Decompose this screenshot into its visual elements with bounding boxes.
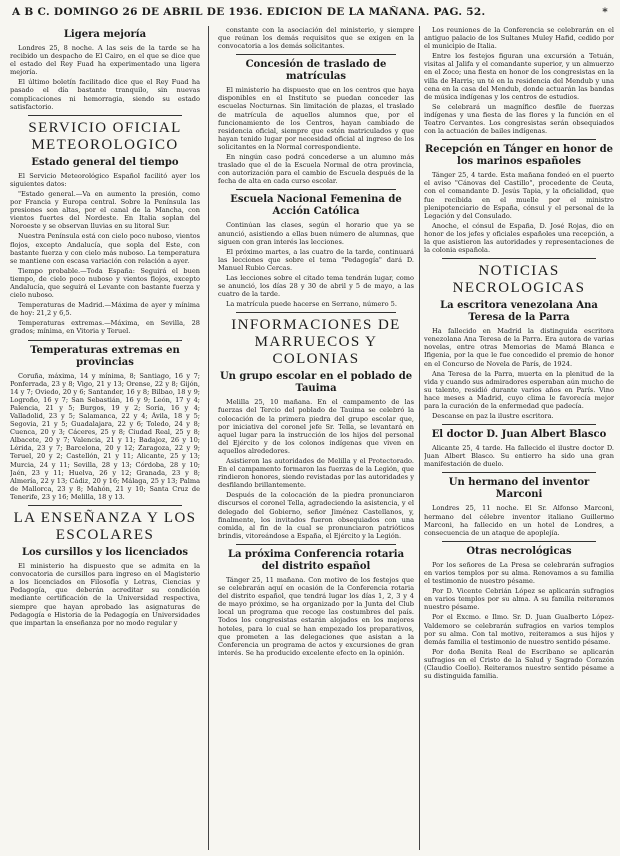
headline-accion-catolica: Escuela Nacional Femenina de Acción Católica (230, 194, 402, 218)
article-paragraph: Tánger 25, 4 tarde. Esta mañana fondeó en el puerto el aviso "Cánovas del Castillo", procedente de Ceuta, con el comandante D. Jesús Tapia, y la oficialidad, que fue recibida en el muelle por el ministro plenipotenciario de España, cónsul y el personal de la Legación y del Consulado. (424, 171, 614, 220)
article-paragraph: El próximo martes, a las cuatro de la tarde, continuará las lecciones que sobre el tema "Pedagogía" dará D. Manuel Rubio Cercas. (218, 247, 414, 272)
article-paragraph: Ana Teresa de la Parra, muerta en la plenitud de la vida y cuando sus admiradores esperaban aún mucho de su talento, residió durante varios años en París. Vino hace meses a Madrid, cuyo clima le favorecía mejor para la curación de la enfermedad que padecía. (424, 369, 614, 410)
article-paragraph: constante con la asociación del ministerio, y siempre que reúnan los demás requisitos que se exigen en la convocatoria a los demás solicitantes. (218, 26, 414, 51)
divider (28, 340, 182, 341)
headline-traslado-matriculas: Concesión de traslado de matrículas (245, 59, 387, 83)
article-paragraph: Las lecciones sobre el citado tema tendrán lugar, como se anunció, los días 28 y 30 de abril y 5 de mayo, a las cuatro de la tarde. (218, 273, 414, 299)
article-paragraph: Por el Excmo. e Ilmo. Sr. D. Juan Gualberto López-Valdemoro se celebrarán sufragios en varios templos por su alma. Con tal motivo, reiteramos a sus hijos y demás familia el testimonio de nuestro sentido pésame. (424, 613, 614, 646)
article-paragraph: Por D. Vicente Cebrián López se aplicarán sufragios en varios templos por su alma. A su familia reiteramos nuestro pésame. (424, 587, 614, 612)
column-1 (10, 26, 200, 850)
article-paragraph: Asistieron las autoridades de Melilla y el Protectorado. En el campamento formaron las fuerzas de la Legión, que rindieron honores, siendo revistadas por las autoridades y desfilando brillantemente. (218, 457, 414, 490)
divider (28, 505, 182, 506)
masthead: A B C. DOMINGO 26 DE ABRIL DE 1936. EDICION DE LA MAÑANA. PAG. 52. (12, 6, 486, 18)
article-paragraph: El ministerio ha dispuesto que se admita en la convocatoria de cursillos para ingreso en el Magisterio a los licenciados en Filosofía y Letras, Ciencias y Pedagogía, que deberán acreditar su condición mediante certificación de la Universidad respectiva, siempre que hayan aprobado las asignaturas de Pedagogía e Historia de la Pedagogía en Universidades que impartan la enseñanza por no modo regular y (10, 562, 200, 627)
article-paragraph: Tiempo probable.—Toda España: Seguirá el buen tiempo, de cielo poco nuboso y vientos flojos, excepto Andalucía, que seguirá el Levante con bastante fuerza y cielo nuboso. (10, 266, 200, 300)
article-paragraph: Alicante 25, 4 tarde. Ha fallecido el ilustre doctor D. Juan Albert Blasco. Su entierro ha sido una gran manifestación de duelo. (424, 444, 614, 469)
headline-recepcion-tanger: Recepción en Tánger en honor de los marinos españoles (425, 144, 613, 168)
article-paragraph: Anoche, el cónsul de España, D. José Rojas, dio en honor de los jefes y oficiales españoles una recepción, a la que asistieron las autoridades y representaciones de la colonia española. (424, 221, 614, 255)
divider (442, 424, 596, 425)
article-paragraph: Temperaturas extremas.—Máxima, en Sevilla, 28 grados; mínima, en Vitoria y Teruel. (10, 319, 200, 336)
page-header (12, 6, 608, 26)
article-paragraph: Tánger 25, 11 mañana. Con motivo de los festejos que se celebrarán aquí en ocasión de la Conferencia rotaria del distrito español, que tendrá lugar los días 1, 2, 3 y 4 de mayo próximo, se ha organizado por la Junta del Club local un programa que recoge las costumbres del país. Todos los congresistas estarán alojados en los mejores hoteles, para lo cual se han empezado los preparativos, que prometen a las delegaciones que asistan a la Conferencia un programa de actos y excursiones de gran interés. Se ha producido excelente efecto en la opinión. (218, 575, 414, 657)
section-title-meteorologico: SERVICIO OFICIAL METEOROLOGICO (28, 119, 182, 153)
article-paragraph: Temperaturas de Madrid.—Máxima de ayer y mínima de hoy: 21,2 y 6,5. (10, 301, 200, 318)
divider (28, 115, 182, 116)
headline-albert-blasco: El doctor D. Juan Albert Blasco (431, 429, 607, 441)
article-paragraph: El último boletín facilitado dice que el Rey Fuad ha pasado el día bastante tranquilo, sin nuevas complicaciones ni hemorragia, siendo su estado satisfactorio. (10, 78, 200, 111)
article-paragraph: Melilla 25, 10 mañana. En el campamento de las fuerzas del Tercio del poblado de Tauima se celebró la colocación de la primera piedra del grupo escolar que, por iniciativa del coronel jefe Sr. Tella, se levantará en aquel lugar para la instrucción de los hijos del personal del Ejército y de los colonos indígenas que viven en aquellos alrededores. (218, 398, 414, 455)
article-paragraph: Nuestra Península está con cielo poco nuboso, vientos flojos, excepto Andalucía, que sopla del Este, con bastante fuerza y con cielo más nuboso. La temperatura se mantiene con escasa variación con relación a ayer. (10, 232, 200, 265)
article-paragraph: Descanse en paz la ilustre escritora. (432, 412, 554, 421)
article-paragraph: "Estado general.—Va en aumento la presión, como por Francia y Europa central. Sobre la Península las presiones son altas, por el canal de la Mancha, con vientos fuertes del Nordeste. En Italia soplan del Noroeste y se observan lluvias en su litoral Sur. (10, 189, 200, 231)
divider (442, 541, 596, 542)
section-title-ensenanza: LA ENSEÑANZA Y LOS ESCOLARES (13, 510, 197, 544)
article-paragraph: Se celebrará un magnífico desfile de fuerzas indígenas y una fiesta de las flores y la función en el Teatro Cervantes. Los congresistas serán obsequiados con la actuación de bailes indígenas. (424, 102, 614, 136)
headline-cursillos: Los cursillos y los licenciados (21, 547, 189, 559)
column-rule-left (208, 26, 209, 850)
article-paragraph: Los reuniones de la Conferencia se celebrarán en el antiguo palacio de los Sultanes Muley Hafid, cedido por el municipio de Italia. (424, 26, 614, 51)
article-paragraph: El ministerio ha dispuesto que en los centros que haya disponibles en el Instituto se puedan conceder las escuelas Nocturnas. Sin limitación de plazas, el traslado de matrícula de aquellos alumnos que, por el funcionamiento de los Centros, hayan cambiado de residencia oficial, siempre que estén matriculados y que hayan tenido lugar por necesidad oficial al ingreso de los solicitantes en la Normal correspondiente. (218, 86, 414, 151)
article-paragraph: Continúan las clases, según el horario que ya se anunció, asistiendo a ellas buen número de alumnas, que siguen con gran interés las lecciones. (218, 221, 414, 246)
divider (236, 312, 396, 313)
headline-temperaturas: Temperaturas extremas en provincias (30, 344, 180, 368)
headline-otras-necrologicas: Otras necrológicas (466, 545, 572, 557)
article-paragraph: Londres 25, 8 noche. A las seis de la tarde se ha recibido un despacho de El Cairo, en el que se dice que el estado del Rey Fuad ha experimentado una ligera mejoría. (10, 44, 200, 77)
divider (442, 258, 596, 259)
article-paragraph: Londres 25, 11 noche. El Sr. Alfonso Marconi, hermano del célebre inventor italiano Guillermo Marconi, ha fallecido en un hotel de Londres, a consecuencia de un ataque de apoplejía. (424, 504, 614, 537)
divider (236, 189, 396, 190)
article-paragraph: Por los señores de La Presa se celebrarán sufragios en varios templos por su alma. Renovamos a su familia el testimonio de nuestro pésame. (424, 560, 614, 586)
headline-conferencia-rotaria: La próxima Conferencia rotaria del distrito español (227, 548, 405, 572)
article-paragraph: En ningún caso podrá concederse a un alumno más traslado que el de la Escuela Normal de otra provincia, con autorización para el cambio de Escuela después de la fecha de alta en cada curso escolar. (218, 153, 414, 186)
article-paragraph: El Servicio Meteorológico Español facilitó ayer los siguientes datos: (10, 171, 200, 188)
column-2 (218, 26, 414, 850)
article-paragraph: Entre los festejos figuran una excursión a Tetuán, visitas al Jalifa y el comandante superior, y un almuerzo en el Zoco; una fiesta en honor de los congresistas en la villa de Harris; un té en la residencia del Mendub y una cena en la casa del Mendub, donde actuarán las bandas de música indígenas y los centros de estudios. (424, 52, 614, 101)
headline-estado-tiempo: Estado general del tiempo (31, 156, 179, 168)
divider (442, 139, 596, 140)
article-paragraph: Por doña Benita Real de Escribano se aplicarán sufragios en el Cristo de la Salud y Sagrado Corazón (Claudio Coello). Reiteramos nuestro sentido pésame a su distinguida familia. (424, 647, 614, 681)
article-paragraph: Ha fallecido en Madrid la distinguida escritora venezolana Ana Teresa de la Parra. Era autora de varias novelas, entre otras Memorias de Mamá Blanca e Ifigenia, por la que le fue concedido el premio de honor en el Concurso de Novela de París, de 1924. (424, 327, 614, 368)
section-title-necrologicas: NOTICIAS NECROLOGICAS (452, 263, 586, 297)
article-paragraph: Coruña, máxima, 14 y mínima, 8; Santiago, 16 y 7; Ponferrada, 23 y 8; Vigo, 21 y 13; Orense, 22 y 8; Gijón, 14 y 7; Oviedo, 20 y 6; Santander, 16 y 8; Bilbao, 18 y 9; Logroño, 16 y 7; San Sebastián, 16 y 9; León, 17 y 4; Palencia, 21 y 5; Burgos, 19 y 2; Soria, 16 y 4; Valladolid, 23 y 5; Salamanca, 22 y 4; Ávila, 18 y 5; Segovia, 21 y 5; Guadalajara, 22 y 6; Toledo, 24 y 8; Cuenca, 20 y 3; Cáceres, 25 y 8; Ciudad Real, 25 y 8; Albacete, 20 y 7; Valencia, 21 y 11; Badajoz, 26 y 10; Lérida, 23 y 7; Barcelona, 20 y 12; Zaragoza, 22 y 9; Teruel, 20 y 2; Castellón, 21 y 11; Alicante, 25 y 13; Murcia, 24 y 11; Sevilla, 28 y 13; Córdoba, 28 y 10; Jaén, 23 y 11; Huelva, 26 y 12; Granada, 23 y 8; Almería, 22 y 13; Cádiz, 20 y 16; Málaga, 25 y 13; Palma de Mallorca, 23 y 8; Mahón, 21 y 10; Santa Cruz de Tenerife, 23 y 16; Melilla, 18 y 13. (10, 371, 200, 501)
column-rule-right (419, 26, 420, 850)
headline-marconi: Un hermano del inventor Marconi (448, 477, 590, 501)
divider (236, 544, 396, 545)
column-3 (424, 26, 614, 850)
divider (236, 54, 396, 55)
divider (442, 472, 596, 473)
section-title-marruecos: INFORMACIONES DE MARRUECOS Y COLONIAS (231, 317, 401, 368)
headline-ligera-mejoria: Ligera mejoría (63, 29, 147, 40)
headline-grupo-escolar: Un grupo escolar en el poblado de Tauima (219, 371, 413, 395)
headline-ana-teresa: La escritora venezolana Ana Teresa de la Parra (440, 300, 598, 324)
page-mark: * (602, 6, 608, 18)
article-paragraph: La matrícula puede hacerse en Serrano, número 5. (226, 300, 397, 309)
article-paragraph: Después de la colocación de la piedra pronunciaron discursos el coronel Tella, agradeciendo la asistencia, y el delegado del Gobierno, señor Jiménez Castellanos, y, finalmente, los invitados fueron obsequiados con una comida, al fin de la cual se pronunciaron patrióticos brindis, vitoreándose a España, el Ejército y la Legión. (218, 491, 414, 540)
